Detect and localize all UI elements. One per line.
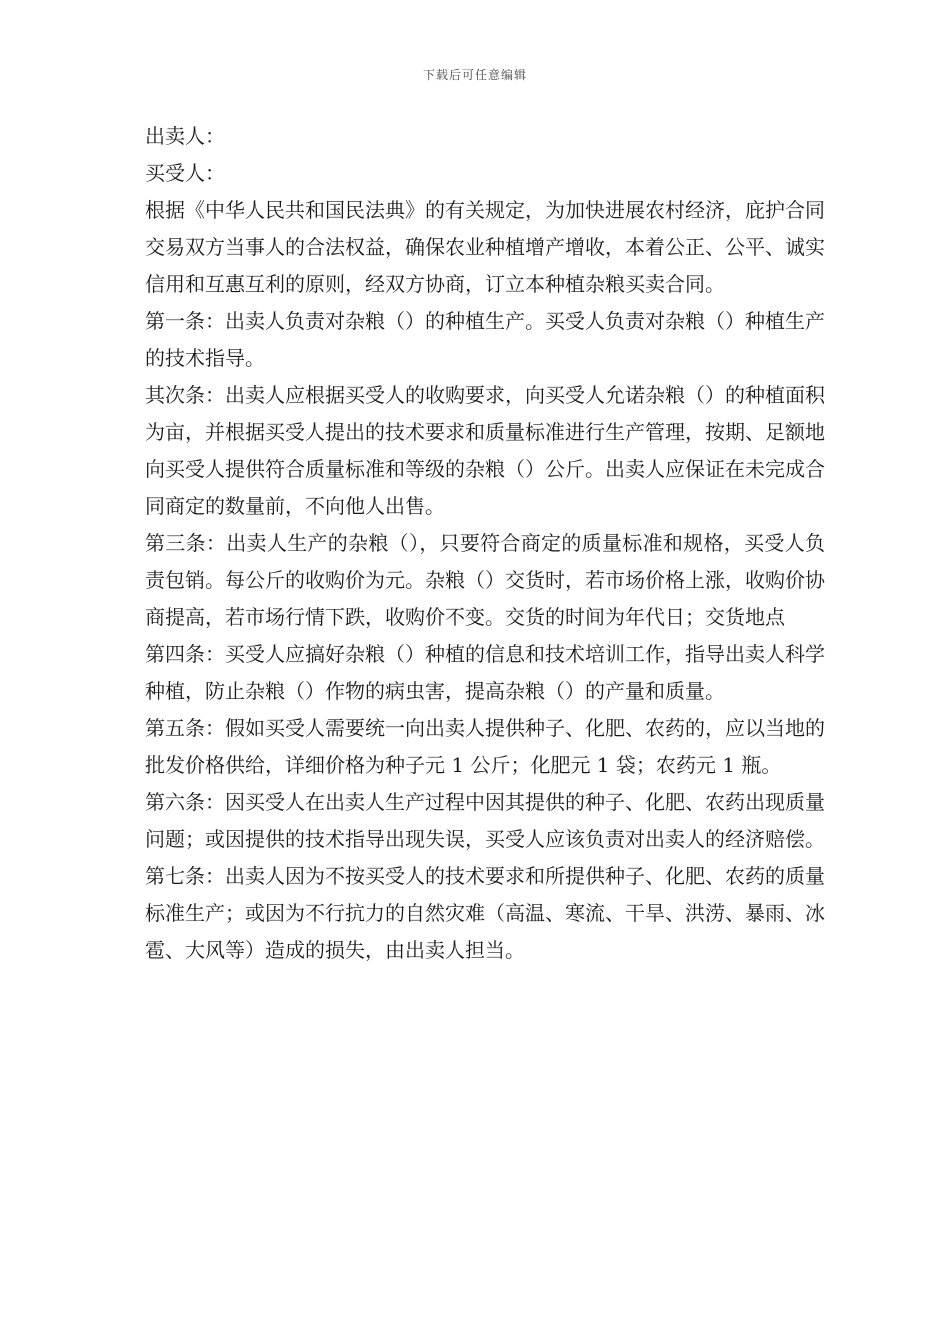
article-2: 其次条：出卖人应根据买受人的收购要求，向买受人允诺杂粮（）的种植面积为亩，并根据买受人提出的技术要求和质量标准进行生产管理，按期、足额地向买受人提供符合质量标准和等级的杂粮（）公斤。出卖人应保证在未完成合同商定的数量前，不向他人出售。 bbox=[145, 383, 825, 518]
article-1: 第一条：出卖人负责对杂粮（）的种植生产。买受人负责对杂粮（）种植生产的技术指导。 bbox=[145, 309, 825, 370]
article-7: 第七条：出卖人因为不按买受人的技术要求和所提供种子、化肥、农药的质量标准生产；或因为不行抗力的自然灾难（高温、寒流、干旱、洪涝、暴雨、冰雹、大风等）造成的损失，由出卖人担当。 bbox=[145, 864, 825, 962]
page-header-note: 下载后可任意编辑 bbox=[422, 68, 527, 82]
preamble-paragraph: 根据《中华人民共和国民法典》的有关规定，为加快进展农村经济，庇护合同交易双方当事人的合法权益，确保农业种植增产增收，本着公正、公平、诚实信用和互惠互利的原则，经双方协商，订立本种植杂粮买卖合同。 bbox=[145, 198, 825, 296]
buyer-line: 买受人： bbox=[145, 161, 225, 185]
seller-line: 出卖人： bbox=[145, 124, 225, 148]
document-body bbox=[145, 118, 825, 969]
article-3: 第三条：出卖人生产的杂粮（），只要符合商定的质量标准和规格，买受人负责包销。每公斤的收购价为元。杂粮（）交货时，若市场价格上涨，收购价协商提高，若市场行情下跌，收购价不变。交货的时间为年代日；交货地点 bbox=[145, 531, 825, 629]
article-4: 第四条：买受人应搞好杂粮（）种植的信息和技术培训工作，指导出卖人科学种植，防止杂粮（）作物的病虫害，提高杂粮（）的产量和质量。 bbox=[145, 642, 825, 703]
article-5: 第五条：假如买受人需要统一向出卖人提供种子、化肥、农药的，应以当地的批发价格供给，详细价格为种子元 1 公斤；化肥元 1 袋；农药元 1 瓶。 bbox=[145, 716, 825, 777]
article-6: 第六条：因买受人在出卖人生产过程中因其提供的种子、化肥、农药出现质量问题；或因提供的技术指导出现失误，买受人应该负责对出卖人的经济赔偿。 bbox=[145, 790, 825, 851]
